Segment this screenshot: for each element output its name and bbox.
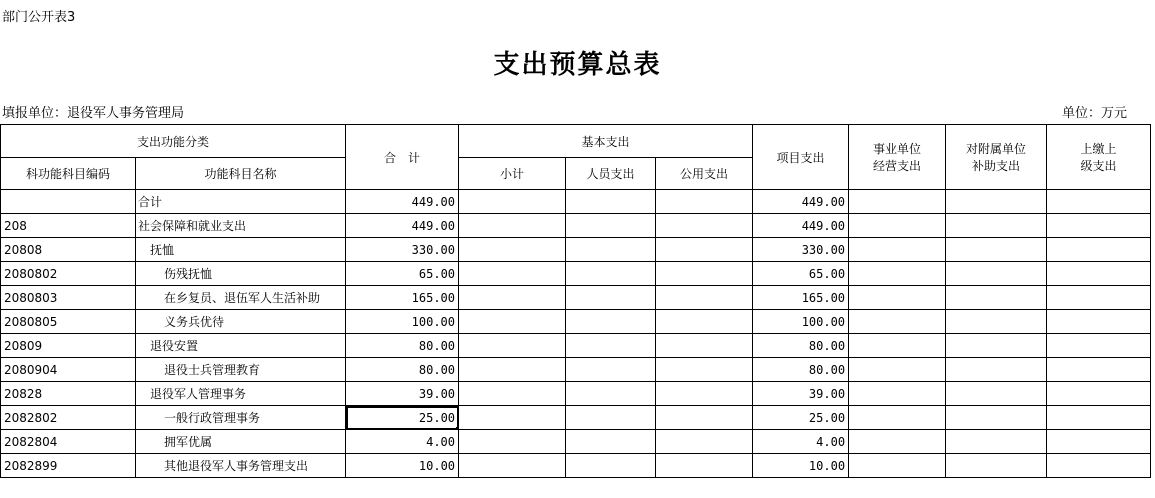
cell-enterprise[interactable] bbox=[849, 214, 946, 238]
cell-public[interactable] bbox=[656, 406, 753, 430]
cell-upper[interactable] bbox=[1047, 382, 1151, 406]
cell-subsidy[interactable] bbox=[946, 406, 1047, 430]
header-total: 合 计 bbox=[346, 125, 459, 190]
cell-subtotal[interactable] bbox=[459, 382, 566, 406]
cell-name[interactable]: 其他退役军人事务管理支出 bbox=[136, 454, 346, 478]
cell-code[interactable]: 2082899 bbox=[1, 454, 136, 478]
cell-personnel[interactable] bbox=[566, 406, 656, 430]
cell-enterprise[interactable] bbox=[849, 310, 946, 334]
cell-code[interactable]: 2080802 bbox=[1, 262, 136, 286]
cell-personnel[interactable] bbox=[566, 286, 656, 310]
cell-name[interactable]: 合计 bbox=[136, 190, 346, 214]
cell-code[interactable]: 20808 bbox=[1, 238, 136, 262]
cell-project[interactable]: 449.00 bbox=[753, 190, 849, 214]
table-row bbox=[1, 310, 1151, 334]
cell-personnel[interactable] bbox=[566, 238, 656, 262]
table-row bbox=[1, 238, 1151, 262]
cell-enterprise[interactable] bbox=[849, 238, 946, 262]
cell-subsidy[interactable] bbox=[946, 358, 1047, 382]
cell-enterprise[interactable] bbox=[849, 382, 946, 406]
table-row bbox=[1, 286, 1151, 310]
cell-total[interactable]: 80.00 bbox=[346, 334, 459, 358]
cell-personnel[interactable] bbox=[566, 382, 656, 406]
cell-personnel[interactable] bbox=[566, 358, 656, 382]
cell-upper[interactable] bbox=[1047, 190, 1151, 214]
cell-public[interactable] bbox=[656, 430, 753, 454]
cell-subsidy[interactable] bbox=[946, 430, 1047, 454]
cell-subsidy[interactable] bbox=[946, 382, 1047, 406]
cell-project[interactable]: 39.00 bbox=[753, 382, 849, 406]
header-enterprise: 事业单位 经营支出 bbox=[849, 125, 946, 190]
cell-name[interactable]: 抚恤 bbox=[136, 238, 346, 262]
header-project: 项目支出 bbox=[753, 125, 849, 190]
cell-project[interactable]: 80.00 bbox=[753, 358, 849, 382]
cell-enterprise[interactable] bbox=[849, 454, 946, 478]
cell-subtotal[interactable] bbox=[459, 214, 566, 238]
header-personnel: 人员支出 bbox=[566, 158, 656, 190]
cell-subsidy[interactable] bbox=[946, 238, 1047, 262]
table-row bbox=[1, 214, 1151, 238]
cell-personnel[interactable] bbox=[566, 430, 656, 454]
reporting-unit: 填报单位：退役军人事务管理局 bbox=[2, 106, 185, 121]
cell-code[interactable]: 2082802 bbox=[1, 406, 136, 430]
cell-subsidy[interactable] bbox=[946, 286, 1047, 310]
cell-subtotal[interactable] bbox=[459, 190, 566, 214]
cell-project[interactable]: 100.00 bbox=[753, 310, 849, 334]
cell-total[interactable]: 10.00 bbox=[346, 454, 459, 478]
cell-name[interactable]: 伤残抚恤 bbox=[136, 262, 346, 286]
cell-personnel[interactable] bbox=[566, 310, 656, 334]
cell-name[interactable]: 社会保障和就业支出 bbox=[136, 214, 346, 238]
cell-upper[interactable] bbox=[1047, 214, 1151, 238]
cell-subtotal[interactable] bbox=[459, 310, 566, 334]
cell-upper[interactable] bbox=[1047, 262, 1151, 286]
header-func-class: 支出功能分类 bbox=[1, 125, 346, 158]
cell-name[interactable]: 退役军人管理事务 bbox=[136, 382, 346, 406]
cell-code[interactable]: 20828 bbox=[1, 382, 136, 406]
cell-subtotal[interactable] bbox=[459, 334, 566, 358]
cell-subtotal[interactable] bbox=[459, 430, 566, 454]
cell-name[interactable]: 义务兵优待 bbox=[136, 310, 346, 334]
cell-upper[interactable] bbox=[1047, 310, 1151, 334]
cell-subtotal[interactable] bbox=[459, 406, 566, 430]
cell-enterprise[interactable] bbox=[849, 334, 946, 358]
cell-enterprise[interactable] bbox=[849, 262, 946, 286]
cell-project[interactable]: 330.00 bbox=[753, 238, 849, 262]
cell-subsidy[interactable] bbox=[946, 214, 1047, 238]
cell-personnel[interactable] bbox=[566, 454, 656, 478]
header-code: 科功能科目编码 bbox=[1, 158, 136, 190]
table-row bbox=[1, 262, 1151, 286]
cell-public[interactable] bbox=[656, 238, 753, 262]
cell-code[interactable]: 2080805 bbox=[1, 310, 136, 334]
cell-total[interactable]: 4.00 bbox=[346, 430, 459, 454]
sheet-tag: 部门公开表3 bbox=[2, 10, 76, 25]
cell-project[interactable]: 165.00 bbox=[753, 286, 849, 310]
cell-enterprise[interactable] bbox=[849, 406, 946, 430]
budget-table bbox=[0, 124, 1151, 478]
cell-project[interactable]: 449.00 bbox=[753, 214, 849, 238]
cell-public[interactable] bbox=[656, 190, 753, 214]
cell-upper[interactable] bbox=[1047, 406, 1151, 430]
cell-public[interactable] bbox=[656, 382, 753, 406]
cell-personnel[interactable] bbox=[566, 262, 656, 286]
header-subtotal: 小计 bbox=[459, 158, 566, 190]
cell-subtotal[interactable] bbox=[459, 358, 566, 382]
cell-personnel[interactable] bbox=[566, 190, 656, 214]
cell-public[interactable] bbox=[656, 334, 753, 358]
cell-subtotal[interactable] bbox=[459, 238, 566, 262]
table-row bbox=[1, 382, 1151, 406]
cell-subtotal[interactable] bbox=[459, 454, 566, 478]
cell-total[interactable]: 330.00 bbox=[346, 238, 459, 262]
cell-public[interactable] bbox=[656, 214, 753, 238]
cell-project[interactable]: 4.00 bbox=[753, 430, 849, 454]
cell-total[interactable]: 449.00 bbox=[346, 214, 459, 238]
cell-enterprise[interactable] bbox=[849, 430, 946, 454]
cell-subtotal[interactable] bbox=[459, 262, 566, 286]
cell-total[interactable]: 80.00 bbox=[346, 358, 459, 382]
header-name: 功能科目名称 bbox=[136, 158, 346, 190]
cell-public[interactable] bbox=[656, 262, 753, 286]
table-row bbox=[1, 358, 1151, 382]
header-upper: 上缴上 级支出 bbox=[1047, 125, 1151, 190]
cell-upper[interactable] bbox=[1047, 430, 1151, 454]
cell-enterprise[interactable] bbox=[849, 286, 946, 310]
cell-subsidy[interactable] bbox=[946, 262, 1047, 286]
header-subsidy: 对附属单位 补助支出 bbox=[946, 125, 1047, 190]
cell-name[interactable]: 在乡复员、退伍军人生活补助 bbox=[136, 286, 346, 310]
cell-code[interactable]: 208 bbox=[1, 214, 136, 238]
cell-subtotal[interactable] bbox=[459, 286, 566, 310]
cell-total[interactable]: 25.00 bbox=[346, 406, 459, 430]
cell-name[interactable]: 退役安置 bbox=[136, 334, 346, 358]
currency-unit: 单位：万元 bbox=[1062, 106, 1128, 121]
cell-name[interactable]: 退役士兵管理教育 bbox=[136, 358, 346, 382]
table-row bbox=[1, 430, 1151, 454]
cell-subsidy[interactable] bbox=[946, 334, 1047, 358]
cell-project[interactable]: 65.00 bbox=[753, 262, 849, 286]
cell-code[interactable]: 2080904 bbox=[1, 358, 136, 382]
cell-enterprise[interactable] bbox=[849, 358, 946, 382]
cell-subsidy[interactable] bbox=[946, 310, 1047, 334]
header-basic: 基本支出 bbox=[459, 125, 753, 158]
cell-public[interactable] bbox=[656, 310, 753, 334]
cell-upper[interactable] bbox=[1047, 286, 1151, 310]
cell-public[interactable] bbox=[656, 286, 753, 310]
cell-upper[interactable] bbox=[1047, 334, 1151, 358]
cell-project[interactable]: 25.00 bbox=[753, 406, 849, 430]
cell-code[interactable]: 20809 bbox=[1, 334, 136, 358]
cell-total[interactable]: 65.00 bbox=[346, 262, 459, 286]
cell-public[interactable] bbox=[656, 358, 753, 382]
page-title: 支出预算总表 bbox=[493, 50, 662, 80]
cell-personnel[interactable] bbox=[566, 334, 656, 358]
cell-name[interactable]: 一般行政管理事务 bbox=[136, 406, 346, 430]
cell-enterprise[interactable] bbox=[849, 190, 946, 214]
cell-code[interactable]: 2080803 bbox=[1, 286, 136, 310]
cell-total[interactable]: 100.00 bbox=[346, 310, 459, 334]
table-row bbox=[1, 406, 1151, 430]
cell-upper[interactable] bbox=[1047, 454, 1151, 478]
cell-total[interactable]: 449.00 bbox=[346, 190, 459, 214]
table-row bbox=[1, 334, 1151, 358]
table-row bbox=[1, 454, 1151, 478]
cell-code[interactable] bbox=[1, 190, 136, 214]
cell-upper[interactable] bbox=[1047, 238, 1151, 262]
header-public: 公用支出 bbox=[656, 158, 753, 190]
cell-code[interactable]: 2082804 bbox=[1, 430, 136, 454]
cell-subsidy[interactable] bbox=[946, 454, 1047, 478]
table-row bbox=[1, 190, 1151, 214]
cell-public[interactable] bbox=[656, 454, 753, 478]
cell-personnel[interactable] bbox=[566, 214, 656, 238]
cell-upper[interactable] bbox=[1047, 358, 1151, 382]
cell-total[interactable]: 165.00 bbox=[346, 286, 459, 310]
cell-subsidy[interactable] bbox=[946, 190, 1047, 214]
cell-name[interactable]: 拥军优属 bbox=[136, 430, 346, 454]
cell-total[interactable]: 39.00 bbox=[346, 382, 459, 406]
cell-project[interactable]: 80.00 bbox=[753, 334, 849, 358]
cell-project[interactable]: 10.00 bbox=[753, 454, 849, 478]
